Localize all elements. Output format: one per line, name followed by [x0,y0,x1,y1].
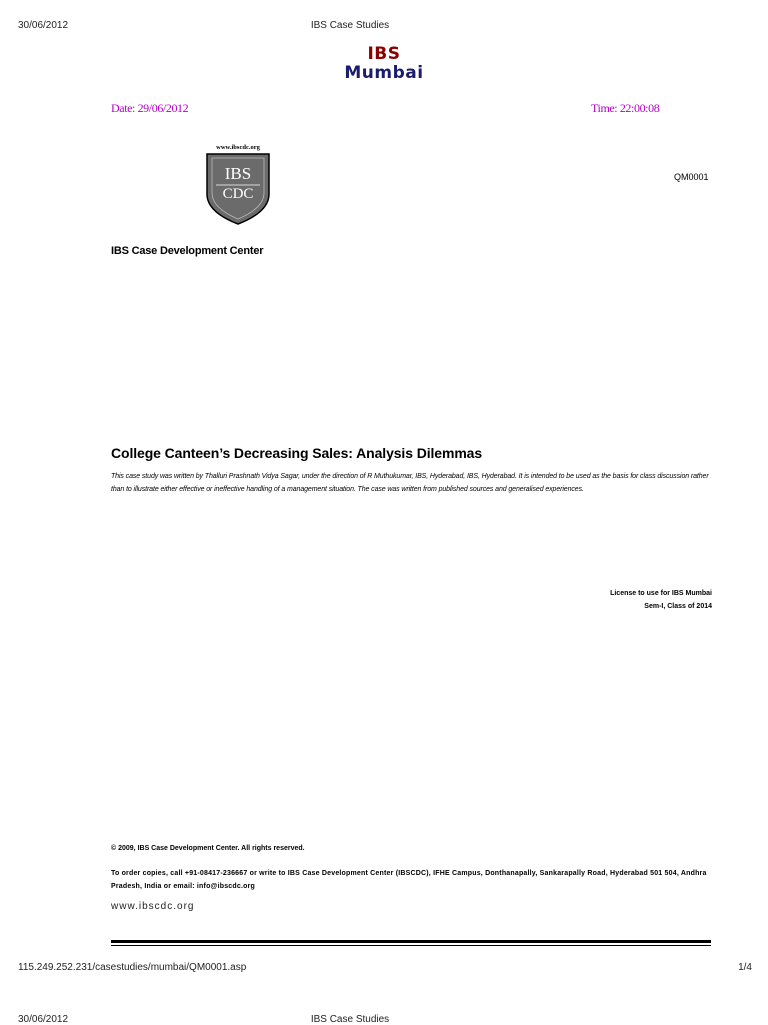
license-line-1: License to use for IBS Mumbai [610,590,712,597]
print-header-title: IBS Case Studies [310,20,390,31]
brand-city: Mumbai [344,63,424,83]
print-footer-url: 115.249.252.231/casestudies/mumbai/QM0001.asp [18,962,247,973]
logo-cdc-text: CDC [222,186,254,202]
print-header-date: 30/06/2012 [18,20,69,31]
logo-url-text: www.ibscdc.org [216,144,260,151]
footer-rule [111,940,711,943]
website-url: www.ibscdc.org [111,901,195,912]
license-block [610,587,712,613]
print-footer-page: 1/4 [738,962,752,973]
access-date: Date: 29/06/2012 [111,101,189,115]
center-name: IBS Case Development Center [111,245,264,257]
logo-ibs-text: IBS [224,164,252,183]
brand-title: IBS [367,44,401,64]
case-description: This case study was written by Thalluri Prashnath Vidya Sagar, under the direction of R Muthukumar, IBS, Hyderabad, IBS, Hyderabad. It is intended to be used as the basis for class discussion rather than to illustrate either effective or ineffective handling of a management situation. The case was written from published sources and generalised experiences. [111,473,709,493]
next-page-header-date: 30/06/2012 [18,1014,69,1025]
case-code: QM0001 [674,172,709,182]
case-title: College Canteen’s Decreasing Sales: Analysis Dilemmas [111,445,483,461]
footer-rule-thin [111,945,711,946]
next-page-header-title: IBS Case Studies [310,1014,390,1025]
ibscdc-logo [203,142,273,226]
access-time: Time: 22:00:08 [591,101,660,115]
copyright-notice: © 2009, IBS Case Development Center. All rights reserved. [111,845,305,852]
license-line-2: Sem-I, Class of 2014 [644,603,712,610]
order-info: To order copies, call +91-08417-236667 or write to IBS Case Development Center (IBSCDC), IFHE Campus, Donthanapally, Sankarapally Road, Hyderabad 501 504, Andhra Pradesh, India or email: info@ibscdc.org [111,870,707,890]
